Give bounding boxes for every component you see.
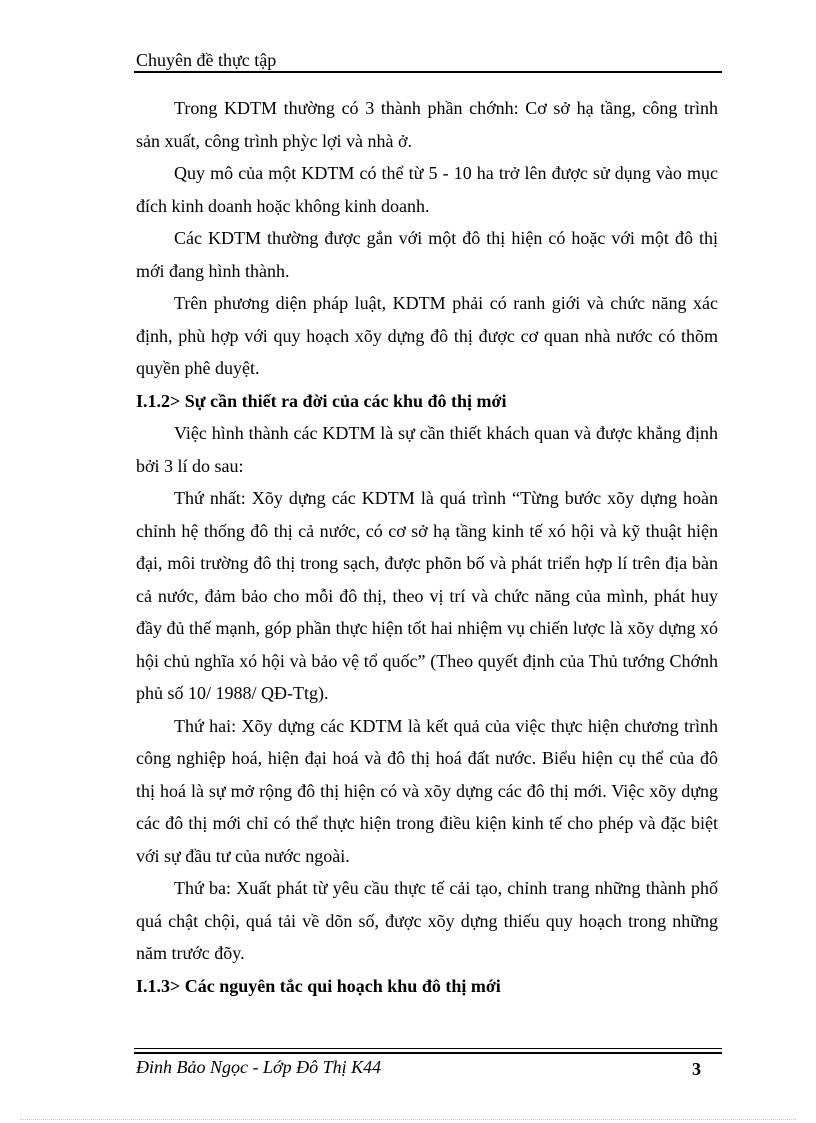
paragraph: Các KDTM thường được gắn với một đô thị hiện có hoặc với một đô thị mới đang hình thành.: [136, 228, 718, 281]
paragraph: Thứ nhất: Xõy dựng các KDTM là quá trình “Từng bước xõy dựng hoàn chỉnh hệ thống đô thị cả nước, có cơ sở hạ tầng kinh tế xó hội và kỹ thuật hiện đại, môi trường đô thị trong sạch, được phõn bố và phát triển hợp lí trên địa bàn cả nước, đảm bảo cho mỗi đô thị, theo vị trí và chức năng của mình, phát huy đầy đủ thế mạnh, góp phần thực hiện tốt hai nhiệm vụ chiến lược là xõy dựng xó hội chủ nghĩa xó hội và bảo vệ tổ quốc” (Theo quyết định của Thủ tướng Chớnh phủ số 10/ 1988/ QĐ-Ttg).: [136, 488, 718, 703]
paragraph: Trong KDTM thường có 3 thành phần chớnh: Cơ sở hạ tầng, công trình sản xuất, công trình phỳc lợi và nhà ở.: [136, 98, 718, 151]
paragraph: Thứ ba: Xuất phát từ yêu cầu thực tế cải tạo, chỉnh trang những thành phố quá chật chội, quá tải về dõn số, được xõy dựng thiếu quy hoạch trong những năm trước đõy.: [136, 878, 718, 963]
header-rule: [134, 71, 722, 73]
paragraph: Thứ hai: Xõy dựng các KDTM là kết quả của việc thực hiện chương trình công nghiệp hoá, hiện đại hoá và đô thị hoá đất nước. Biểu hiện cụ thể của đô thị hoá là sự mở rộng đô thị hiện có và xõy dựng các đô thị mới. Việc xõy dựng các đô thị mới chỉ có thể thực hiện trong điều kiện kinh tế cho phép và đặc biệt với sự đầu tư của nước ngoài.: [136, 715, 718, 866]
footer-rule-thick: [134, 1052, 722, 1054]
footer-author: Đinh Bảo Ngọc - Lớp Đô Thị K44: [136, 1057, 382, 1077]
paragraph: Việc hình thành các KDTM là sự cần thiết khách quan và được khẳng định bởi 3 lí do sau:: [136, 423, 718, 476]
body-text: [136, 92, 718, 1002]
paragraph: Trên phương diện pháp luật, KDTM phải có ranh giới và chức năng xác định, phù hợp với quy hoạch xõy dựng đô thị được cơ quan nhà nước có thõm quyền phê duyệt.: [136, 293, 718, 378]
paragraph: Quy mô của một KDTM có thể từ 5 - 10 ha trở lên được sử dụng vào mục đích kinh doanh hoặc không kinh doanh.: [136, 163, 718, 216]
page-boundary: [20, 1119, 796, 1120]
page-number: 3: [692, 1059, 701, 1079]
section-heading: I.1.3> Các nguyên tắc qui hoạch khu đô thị mới: [136, 975, 501, 996]
running-header-title: Chuyên đề thực tập: [136, 50, 277, 70]
footer-rule-thin: [134, 1048, 722, 1049]
section-heading: I.1.2> Sự cần thiết ra đời của các khu đô thị mới: [136, 390, 507, 411]
